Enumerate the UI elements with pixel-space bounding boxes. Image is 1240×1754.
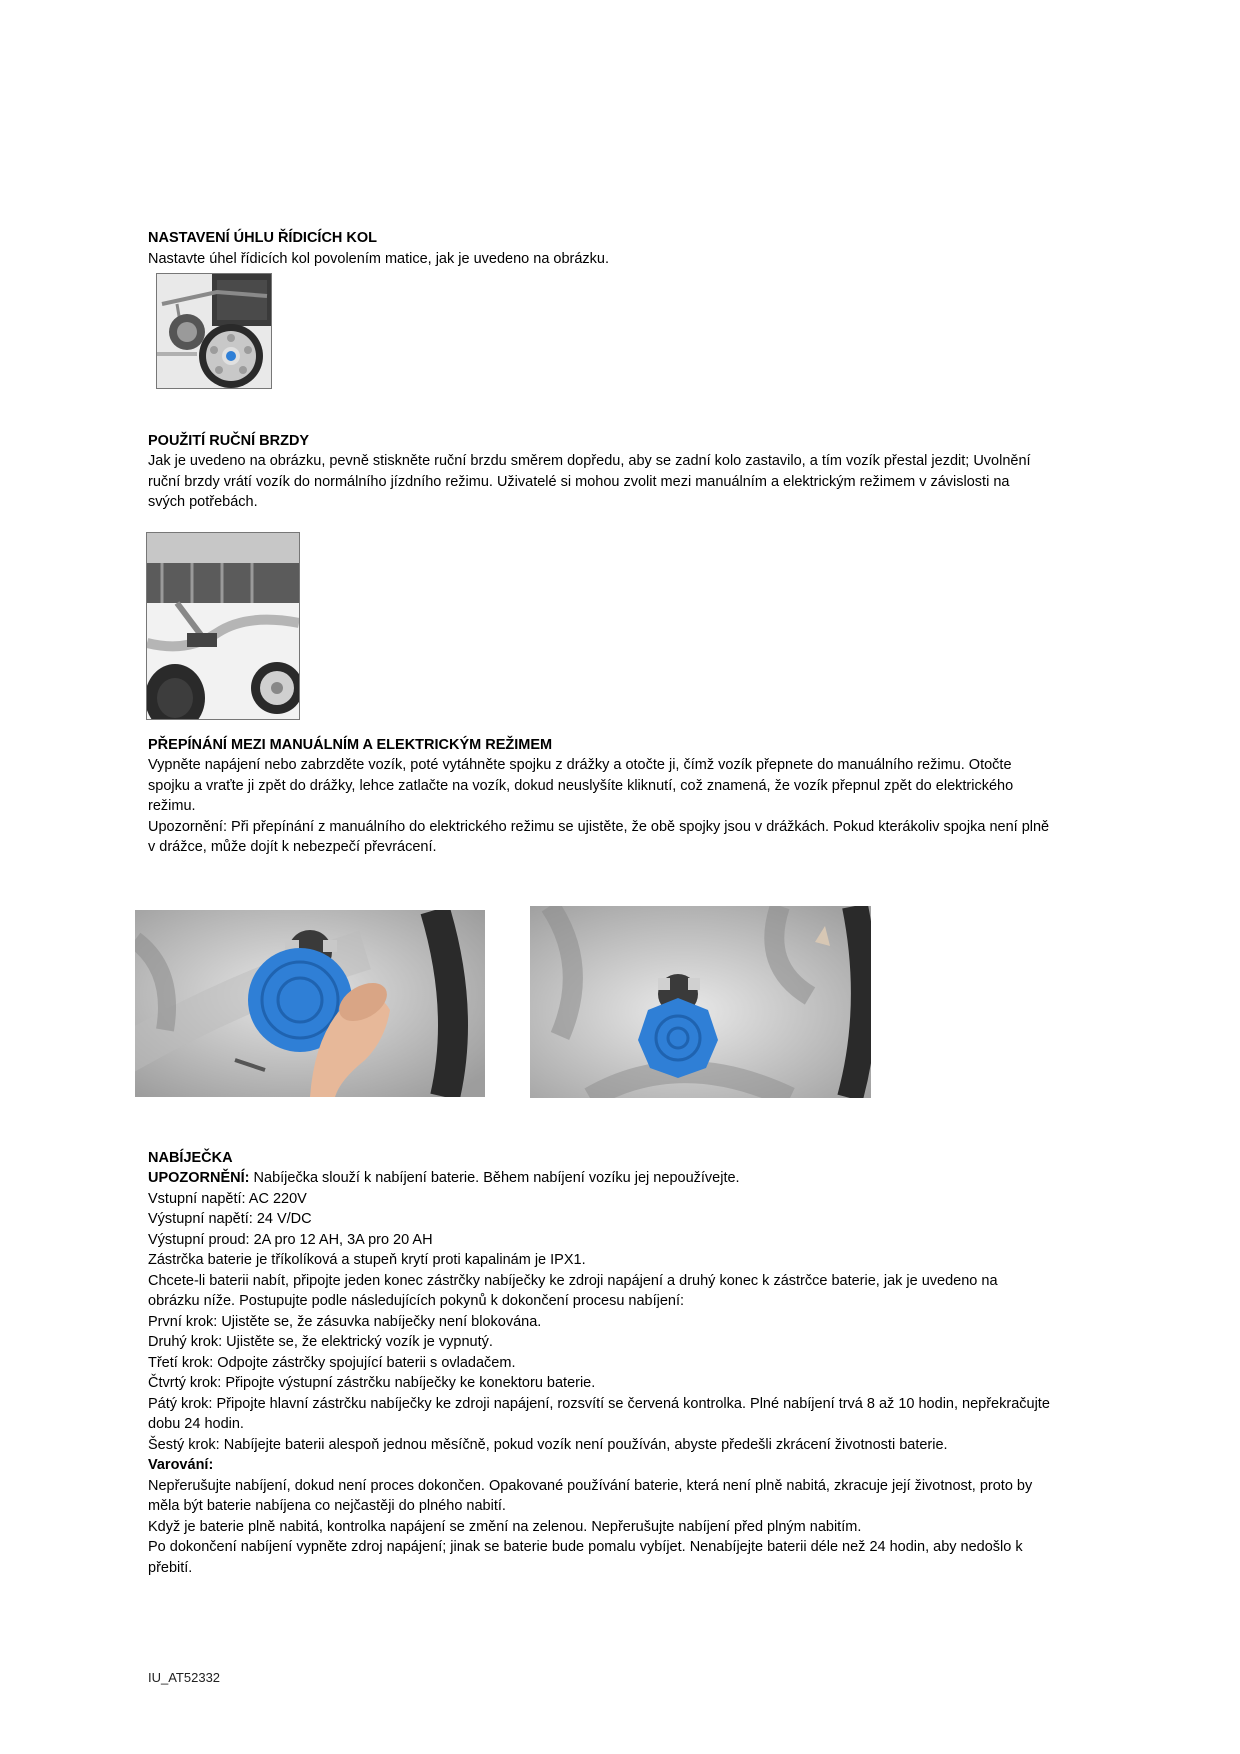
text-line: Vstupní napětí: AC 220V [148, 1190, 307, 1207]
text-line: přebití. [148, 1559, 193, 1576]
text-line: Výstupní napětí: 24 V/DC [148, 1211, 312, 1227]
section-title-mode: PŘEPÍNÁNÍ MEZI MANUÁLNÍM A ELEKTRICKÝM REŽIMEM [148, 737, 553, 753]
text-line: Výstupní proud: 2A pro 12 AH, 3A pro 20 AH [148, 1231, 433, 1248]
charger-warning-line [148, 1168, 1108, 1189]
text-line: svých potřebách. [148, 494, 258, 510]
text-line: ruční brzdy vrátí vozík do normálního jízdního režimu. Uživatelé si mohou zvolit mezi manuálním a elektrickým režimem v závislosti na [148, 473, 1010, 490]
steering-wheel-photo [156, 273, 272, 389]
section-title-charger: NABÍJEČKA [148, 1150, 233, 1166]
mode-paragraph [148, 755, 1049, 858]
text-line: První krok: Ujistěte se, že zásuvka nabíječky není blokována. [148, 1313, 542, 1330]
clutch-photo-left [135, 910, 485, 1097]
text-line: obrázku níže. Postupujte podle následujících pokynů k dokončení procesu nabíjení: [148, 1293, 685, 1309]
text-line: Upozornění: Při přepínání z manuálního do elektrického režimu se ujistěte, že obě spojky jsou v drážkách. Pokud kterákoliv spojka není plně [148, 818, 1050, 835]
text-line: Pátý krok: Připojte hlavní zástrčku nabíječky ke zdroji napájení, rozsvítí se červená kontrolka. Plné nabíjení trvá 8 až 10 hodin, nepřekračujte [148, 1395, 1050, 1412]
document-code: IU_AT52332 [148, 1670, 221, 1685]
clutch-photo-right [530, 906, 871, 1098]
text-line: Nepřerušujte nabíjení, dokud není proces dokončen. Opakované používání baterie, která není plně nabitá, zkracuje její životnost, proto by [148, 1477, 1033, 1494]
text-line: Jak je uvedeno na obrázku, pevně stiskněte ruční brzdu směrem dopředu, aby se zadní kolo zastavilo, a tím vozík přestal jezdit; Uvolnění [148, 453, 1031, 469]
text-line: Zástrčka baterie je tříkolíková a stupeň krytí proti kapalinám je IPX1. [148, 1252, 586, 1268]
hand-brake-photo [146, 532, 300, 720]
text-line: režimu. [148, 798, 196, 814]
text-line: v drážce, může dojít k nebezpečí převrácení. [148, 839, 437, 855]
section-title-brake: POUŽITÍ RUČNÍ BRZDY [148, 433, 310, 449]
text-line: Vypněte napájení nebo zabrzděte vozík, poté vytáhněte spojku z drážky a otočte ji, čímž vozík přepnete do manuálního režimu. Otočte [148, 757, 1012, 773]
text-line: měla být baterie nabíjena co nejčastěji do plného nabití. [148, 1498, 506, 1514]
text-line: Třetí krok: Odpojte zástrčky spojující baterii s ovladačem. [148, 1354, 516, 1371]
text-line: Druhý krok: Ujistěte se, že elektrický vozík je vypnutý. [148, 1334, 493, 1350]
steering-text: Nastavte úhel řídicích kol povolením matice, jak je uvedeno na obrázku. [148, 251, 610, 267]
text-line: spojku a vraťte ji zpět do drážky, lehce zatlačte na vozík, dokud neuslyšíte kliknutí, což znamená, že vozík přepnul zpět do elektrického [148, 777, 1014, 794]
section-title-steering: NASTAVENÍ ÚHLU ŘÍDICÍCH KOL [148, 230, 378, 246]
warning-text: Nabíječka slouží k nabíjení baterie. Během nabíjení vozíku jej nepoužívejte. [249, 1170, 740, 1186]
text-line: Čtvrtý krok: Připojte výstupní zástrčku nabíječky ke konektoru baterie. [148, 1375, 596, 1391]
warning-label: UPOZORNĚNÍ: [148, 1170, 250, 1186]
text-line: dobu 24 hodin. [148, 1416, 244, 1432]
text-line: Chcete-li baterii nabít, připojte jeden konec zástrčky nabíječky ke zdroji napájení a druhý konec k zástrčce baterie, jak je uvedeno na [148, 1272, 998, 1289]
text-line: Po dokončení nabíjení vypněte zdroj napájení; jinak se baterie bude pomalu vybíjet. Nenabíjejte baterii déle než 24 hodin, aby nedošlo k [148, 1539, 1023, 1555]
text-line: Šestý krok: Nabíjejte baterii alespoň jednou měsíčně, pokud vozík není používán, abyste předešli zkrácení životnosti baterie. [148, 1436, 948, 1453]
brake-paragraph [148, 451, 1031, 513]
text-line: Když je baterie plně nabitá, kontrolka napájení se změní na zelenou. Nepřerušujte nabíjení před plným nabitím. [148, 1518, 862, 1535]
caution-label: Varování: [148, 1457, 214, 1473]
charger-paragraph [148, 1168, 1108, 1578]
